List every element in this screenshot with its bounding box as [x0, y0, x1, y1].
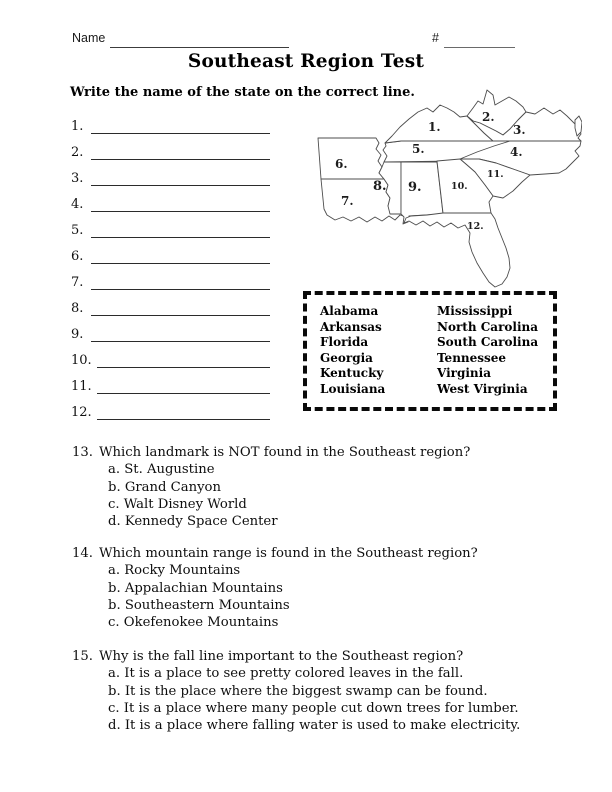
map-number-label: 10.: [451, 181, 468, 192]
map-number-label: 11.: [487, 169, 504, 180]
question-text: Which mountain range is found in the Southeast region?: [99, 546, 478, 561]
question-option[interactable]: d. Kennedy Space Center: [108, 514, 278, 530]
word-bank-item: South Carolina: [437, 335, 539, 349]
question-number: 13.: [72, 445, 93, 460]
blank-number: 12.: [71, 405, 92, 420]
question-head: [72, 444, 552, 461]
word-bank-item: Tennessee: [437, 350, 507, 365]
answer-blank-row: [71, 144, 270, 160]
answer-line-11[interactable]: [97, 380, 270, 394]
question-option[interactable]: a. St. Augustine: [108, 462, 215, 478]
answer-blank-row: [71, 326, 270, 342]
answer-blank-row: [71, 222, 270, 238]
answer-line-10[interactable]: [97, 354, 270, 368]
state-florida: [404, 213, 510, 287]
answer-line-6[interactable]: [91, 250, 270, 264]
map-number-label: 2.: [482, 110, 495, 124]
question-number: 14.: [72, 546, 93, 561]
blank-number: 9.: [71, 327, 84, 342]
question-option[interactable]: c. Walt Disney World: [108, 496, 247, 512]
question-text: Why is the fall line important to the Southeast region?: [99, 649, 464, 664]
map-number-label: 8.: [373, 179, 387, 194]
word-bank-item: Florida: [320, 335, 369, 349]
question-option[interactable]: d. It is a place where falling water is used to make electricity.: [108, 718, 521, 734]
blank-number: 10.: [71, 353, 92, 368]
word-bank-item: West Virginia: [437, 381, 528, 396]
blank-number: 4.: [71, 197, 84, 212]
answer-line-9[interactable]: [91, 328, 270, 342]
question-option[interactable]: b. Grand Canyon: [108, 479, 221, 495]
answer-blank-row: [71, 274, 270, 290]
map-number-label: 3.: [513, 123, 526, 137]
instruction-text: Write the name of the state on the correct line.: [70, 85, 415, 100]
name-line[interactable]: [110, 33, 289, 48]
number-label: #: [432, 31, 439, 45]
blank-number: 7.: [71, 275, 84, 290]
answer-blank-row: [71, 170, 270, 186]
answer-line-2[interactable]: [91, 146, 270, 160]
answer-line-7[interactable]: [91, 276, 270, 290]
number-line[interactable]: [444, 33, 515, 48]
blank-number: 11.: [71, 379, 92, 394]
word-bank-item: Mississippi: [437, 304, 513, 318]
blank-number: 1.: [71, 119, 84, 134]
question-option[interactable]: b. It is the place where the biggest swamp can be found.: [108, 683, 488, 699]
word-bank-item: Georgia: [320, 350, 373, 365]
word-bank-box: [303, 291, 557, 411]
question-option[interactable]: c. Okefenokee Mountains: [108, 615, 279, 631]
word-bank-item: Arkansas: [320, 319, 382, 334]
answer-line-3[interactable]: [91, 172, 270, 186]
question-15: [72, 648, 552, 734]
map-number-label: 7.: [341, 194, 354, 208]
word-bank-column-2: [437, 304, 538, 397]
map-number-label: 5.: [412, 142, 425, 156]
word-bank-column-1: [320, 304, 385, 397]
word-bank-item: Kentucky: [320, 366, 384, 380]
answer-blank-row: [71, 248, 270, 264]
answer-line-4[interactable]: [91, 198, 270, 212]
question-14: [72, 545, 552, 631]
word-bank-item: Louisiana: [320, 381, 386, 396]
map-outline-svg: [297, 88, 582, 293]
state-arkansas: [318, 138, 384, 179]
answer-line-1[interactable]: [91, 120, 270, 134]
page-title: Southeast Region Test: [187, 51, 425, 72]
question-option[interactable]: b. Appalachian Mountains: [108, 580, 283, 596]
blank-number: 2.: [71, 145, 84, 160]
blank-number: 5.: [71, 223, 84, 238]
southeast-region-map: [297, 88, 582, 293]
answer-blank-row: [71, 300, 270, 316]
answer-line-5[interactable]: [91, 224, 270, 238]
question-option[interactable]: a. It is a place to see pretty colored leaves in the fall.: [108, 666, 464, 682]
question-head: [72, 648, 552, 665]
map-number-label: 1.: [428, 120, 441, 134]
answer-line-12[interactable]: [97, 406, 270, 420]
question-option[interactable]: a. Rocky Mountains: [108, 563, 241, 579]
answer-blank-row: [71, 118, 270, 134]
answer-line-8[interactable]: [91, 302, 270, 316]
question-text: Which landmark is NOT found in the Southeast region?: [99, 445, 471, 460]
word-bank-item: Virginia: [437, 366, 491, 380]
question-13: [72, 444, 552, 530]
word-bank-item: Alabama: [320, 304, 379, 318]
map-number-label: 12.: [467, 221, 484, 232]
blank-number: 3.: [71, 171, 84, 186]
answer-blank-row: [71, 404, 270, 420]
answer-blank-row: [71, 378, 270, 394]
map-number-label: 9.: [408, 180, 422, 195]
question-option[interactable]: b. Southeastern Mountains: [108, 597, 290, 613]
map-number-label: 4.: [510, 145, 523, 159]
blank-number: 6.: [71, 249, 84, 264]
blank-number: 8.: [71, 301, 84, 316]
question-number: 15.: [72, 649, 93, 664]
map-number-label: 6.: [335, 157, 348, 171]
name-label: Name: [72, 31, 106, 45]
question-head: [72, 545, 552, 562]
answer-blank-row: [71, 352, 270, 368]
word-bank-item: North Carolina: [437, 319, 539, 334]
answer-blank-row: [71, 196, 270, 212]
question-option[interactable]: c. It is a place where many people cut down trees for lumber.: [108, 700, 519, 716]
